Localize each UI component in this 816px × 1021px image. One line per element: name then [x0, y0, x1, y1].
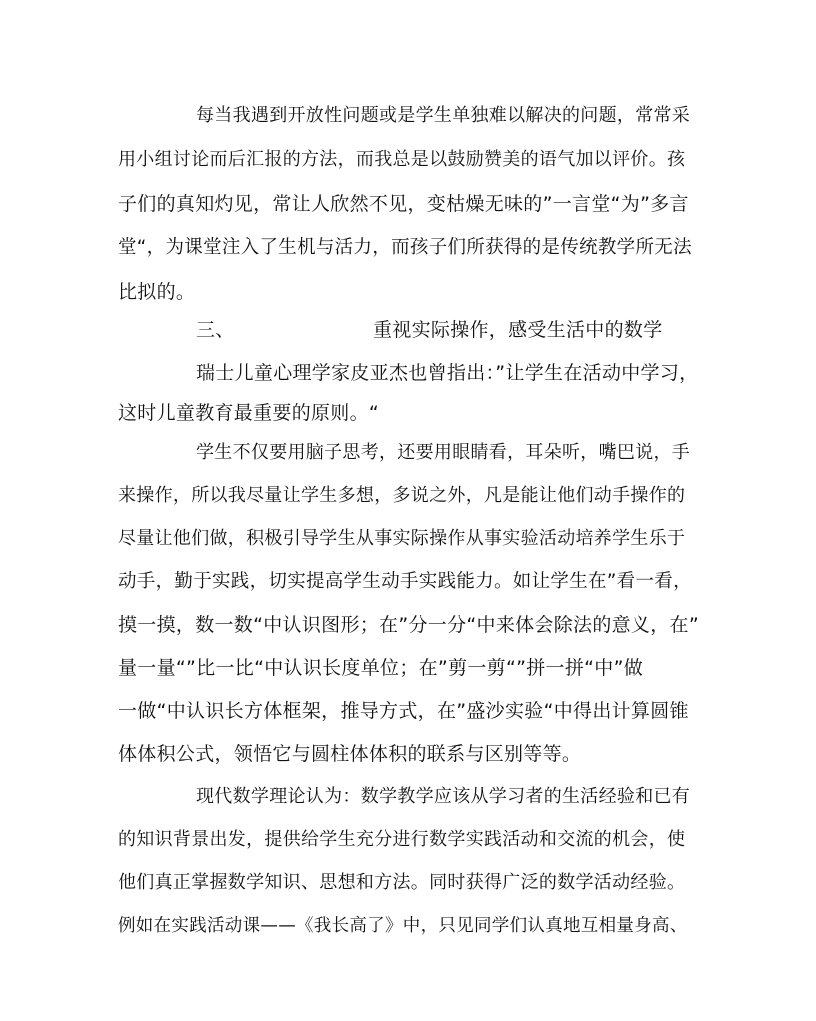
- paragraph-3-line-3: 尽量让他们做，积极引导学生从事实际操作从事实验活动培养学生乐于: [118, 528, 686, 549]
- paragraph-4-line-4: 例如在实践活动课——《我长高了》中，只见同学们认真地互相量身高、: [118, 916, 688, 936]
- paragraph-3-line-8: 体体积公式，领悟它与圆柱体体积的联系与区别等等。: [118, 743, 582, 765]
- paragraph-3-line-2: 来操作，所以我尽量让学生多想，多说之外，凡是能让他们动手操作的: [118, 485, 686, 506]
- paragraph-3-line-4: 动手，勤于实践，切实提高学生动手实践能力。如让学生在”看一看，: [118, 571, 692, 592]
- paragraph-4-line-1: 现代数学理论认为：数学教学应该从学习者的生活经验和已有: [196, 786, 691, 807]
- paragraph-3-line-7: 一做“中认识长方体框架，推导方式，在”盛沙实验“中得出计算圆锥: [118, 700, 689, 722]
- paragraph-3-line-6: 量一量“”比一比“中认识长度单位；在”剪一剪“”拼一拼“中”做: [118, 657, 644, 679]
- paragraph-1-line-4: 堂“，为课堂注入了生机与活力，而孩子们所获得的是传统教学所无法: [118, 237, 692, 258]
- paragraph-1-line-2: 用小组讨论而后汇报的方法，而我总是以鼓励赞美的语气加以评价。孩: [118, 149, 686, 170]
- section-heading-number: 三、: [196, 319, 235, 341]
- section-heading-title: 重视实际操作，感受生活中的数学: [373, 319, 663, 341]
- paragraph-1-line-3: 子们的真知灼见，常让人欣然不见，变枯燥无味的”一言堂“为”多言: [118, 193, 689, 215]
- paragraph-4-line-2: 的知识背景出发，提供给学生充分进行数学实践活动和交流的机会，使: [118, 829, 686, 850]
- paragraph-3-line-5: 摸一摸，数一数“中认识图形；在”分一分“中来体会除法的意义，在”: [118, 614, 699, 636]
- paragraph-2-line-1: 瑞士儿童心理学家皮亚杰也曾指出：”让学生在活动中学习，: [196, 362, 699, 384]
- paragraph-4-line-3: 他们真正掌握数学知识、思想和方法。同时获得广泛的数学活动经验。: [118, 872, 686, 893]
- paragraph-1-line-1: 每当我遇到开放性问题或是学生单独难以解决的问题，常常采: [196, 105, 691, 126]
- paragraph-1-line-5: 比拟的。: [118, 281, 196, 303]
- paragraph-3-line-1: 学生不仅要用脑子思考，还要用眼睛看，耳朵听，嘴巴说，手: [196, 442, 691, 463]
- paragraph-2-line-2: 这时儿童教育最重要的原则。“: [118, 402, 380, 424]
